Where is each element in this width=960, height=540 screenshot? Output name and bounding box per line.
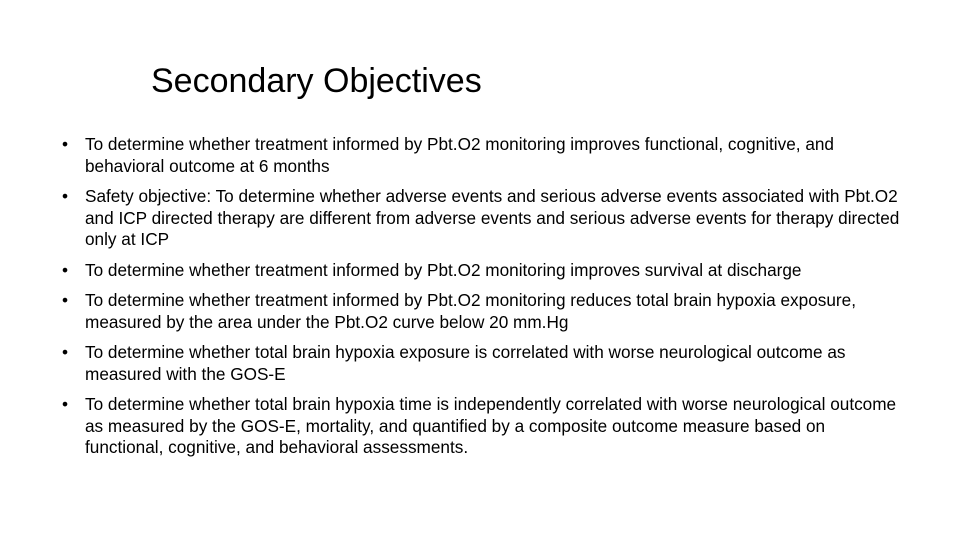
objective-text: To determine whether total brain hypoxia time is independently correlated with worse neurological outcome as measured by the GOS-E, mortality, and quantified by a composite outcome measure based on functional, cognitive, and behavioral assessments. [85,394,897,457]
slide-title: Secondary Objectives [151,62,482,100]
objectives-list [62,134,902,468]
bullet-icon: • [62,186,69,206]
list-item [62,394,902,459]
list-item [62,134,902,177]
list-item [62,260,902,282]
bullet-icon: • [62,342,69,362]
objective-text: To determine whether treatment informed by Pbt.O2 monitoring improves survival at discharge [85,259,802,280]
list-item [62,290,902,333]
bullet-icon: • [62,134,69,154]
objective-text: To determine whether total brain hypoxia exposure is correlated with worse neurological outcome as measured with the GOS-E [85,342,846,384]
objective-text: Safety objective: To determine whether adverse events and serious adverse events associated with Pbt.O2 and ICP directed therapy are different from adverse events and serious adverse events for therapy directed only at ICP [85,186,900,249]
bullet-icon: • [62,259,69,280]
list-item [62,342,902,385]
list-item [62,186,902,251]
objective-text: To determine whether treatment informed by Pbt.O2 monitoring reduces total brain hypoxia exposure, measured by the area under the Pbt.O2 curve below 20 mm.Hg [85,290,856,332]
bullet-icon: • [62,394,69,414]
bullet-icon: • [62,290,69,310]
objective-text: To determine whether treatment informed by Pbt.O2 monitoring improves functional, cognitive, and behavioral outcome at 6 months [85,134,834,176]
